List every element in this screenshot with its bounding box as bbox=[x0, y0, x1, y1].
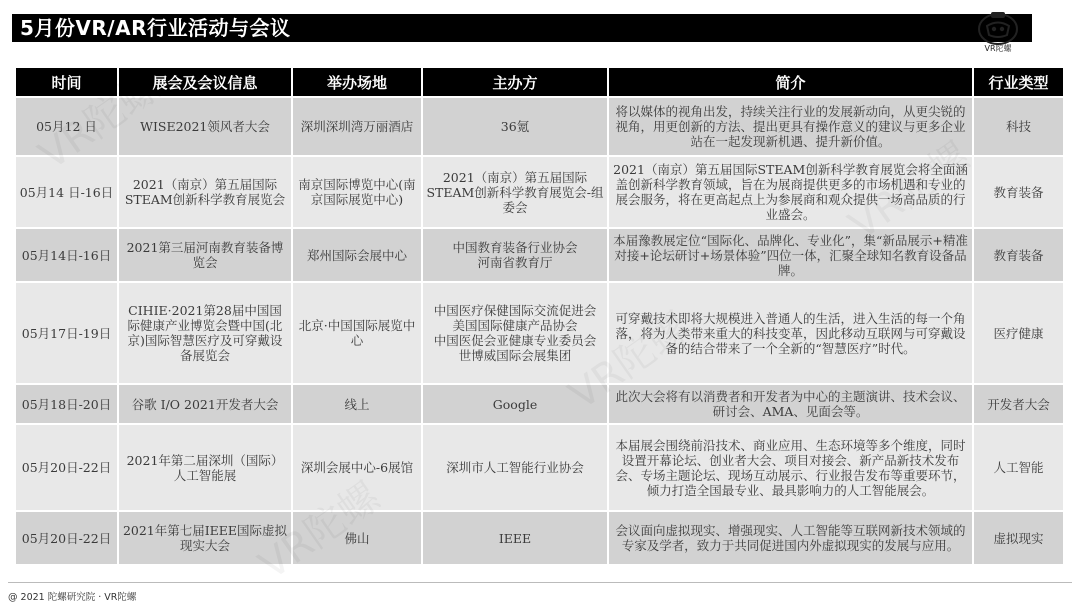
cell-venue: 深圳深圳湾万丽酒店 bbox=[293, 98, 421, 155]
cell-industry: 开发者大会 bbox=[974, 385, 1063, 423]
footer-divider bbox=[8, 582, 1072, 583]
header-industry: 行业类型 bbox=[974, 68, 1063, 96]
cell-event: 2021年第七届IEEE国际虚拟现实大会 bbox=[119, 512, 291, 564]
cell-summary: 此次大会将有以消费者和开发者为中心的主题演讲、技术会议、研讨会、AMA、见面会等。 bbox=[609, 385, 972, 423]
header-time: 时间 bbox=[16, 68, 117, 96]
gyroscope-logo-icon bbox=[976, 8, 1020, 46]
cell-organizer: 中国医疗保健国际交流促进会 美国国际健康产品协会 中国医促会亚健康专业委员会 世博威国际会展集团 bbox=[423, 283, 607, 383]
table-row bbox=[16, 283, 1063, 383]
table-header-row bbox=[16, 68, 1063, 96]
cell-summary: 本届豫教展定位“国际化、品牌化、专业化”，集“新品展示+精准对接+论坛研讨+场景体验”四位一体，汇聚全球知名教育设备品牌。 bbox=[609, 229, 972, 281]
cell-event: 2021年第二届深圳（国际）人工智能展 bbox=[119, 425, 291, 510]
cell-industry: 教育装备 bbox=[974, 229, 1063, 281]
table-row bbox=[16, 385, 1063, 423]
cell-venue: 佛山 bbox=[293, 512, 421, 564]
cell-organizer: IEEE bbox=[423, 512, 607, 564]
cell-event: 2021（南京）第五届国际STEAM创新科学教育展览会 bbox=[119, 157, 291, 227]
cell-organizer: 36氪 bbox=[423, 98, 607, 155]
cell-industry: 医疗健康 bbox=[974, 283, 1063, 383]
cell-summary: 本届展会围绕前沿技术、商业应用、生态环境等多个维度，同时设置开幕论坛、创业者大会、项目对接会、新产品新技术发布会、专场主题论坛、现场互动展示、行业报告发布等重要环节，倾力打造全国最专业、最具影响力的人工智能展会。 bbox=[609, 425, 972, 510]
cell-time: 05月14日-16日 bbox=[16, 229, 117, 281]
table-row bbox=[16, 512, 1063, 564]
table-row bbox=[16, 157, 1063, 227]
header-summary: 简介 bbox=[609, 68, 972, 96]
cell-event: 谷歌 I/O 2021开发者大会 bbox=[119, 385, 291, 423]
cell-event: CIHIE·2021第28届中国国际健康产业博览会暨中国(北京)国际智慧医疗及可穿戴设备展览会 bbox=[119, 283, 291, 383]
cell-summary: 会议面向虚拟现实、增强现实、人工智能等互联网新技术领域的专家及学者，致力于共同促进国内外虚拟现实的发展与应用。 bbox=[609, 512, 972, 564]
cell-time: 05月12 日 bbox=[16, 98, 117, 155]
cell-industry: 教育装备 bbox=[974, 157, 1063, 227]
cell-organizer: 深圳市人工智能行业协会 bbox=[423, 425, 607, 510]
cell-time: 05月20日-22日 bbox=[16, 512, 117, 564]
cell-industry: 虚拟现实 bbox=[974, 512, 1063, 564]
cell-event: 2021第三届河南教育装备博览会 bbox=[119, 229, 291, 281]
header-event-info: 展会及会议信息 bbox=[119, 68, 291, 96]
cell-industry: 科技 bbox=[974, 98, 1063, 155]
cell-summary: 可穿戴技术即将大规模进入普通人的生活，进入生活的每一个角落，将为人类带来重大的科技变革，因此移动互联网与可穿戴设备的结合带来了一个全新的“智慧医疗”时代。 bbox=[609, 283, 972, 383]
footer-copyright: @ 2021 陀螺研究院 · VR陀螺 bbox=[8, 592, 137, 603]
cell-time: 05月17日-19日 bbox=[16, 283, 117, 383]
cell-venue: 郑州国际会展中心 bbox=[293, 229, 421, 281]
cell-venue: 北京·中国国际展览中心 bbox=[293, 283, 421, 383]
table-row bbox=[16, 98, 1063, 155]
cell-industry: 人工智能 bbox=[974, 425, 1063, 510]
table-row bbox=[16, 229, 1063, 281]
page-title: 5月份VR/AR行业活动与会议 bbox=[12, 14, 1032, 42]
cell-time: 05月14 日-16日 bbox=[16, 157, 117, 227]
header-venue: 举办场地 bbox=[293, 68, 421, 96]
cell-venue: 线上 bbox=[293, 385, 421, 423]
cell-organizer: 中国教育装备行业协会 河南省教育厅 bbox=[423, 229, 607, 281]
cell-summary: 将以媒体的视角出发，持续关注行业的发展新动向，从更尖锐的视角，用更创新的方法、提出更具有操作意义的建议与更多企业站在一起发现新机遇、提升新价值。 bbox=[609, 98, 972, 155]
brand-logo bbox=[966, 8, 1030, 60]
events-table bbox=[14, 66, 1065, 566]
table-row bbox=[16, 425, 1063, 510]
logo-text: VR陀螺 bbox=[984, 44, 1012, 53]
cell-time: 05月18日-20日 bbox=[16, 385, 117, 423]
cell-venue: 南京国际博览中心(南京国际展览中心) bbox=[293, 157, 421, 227]
cell-organizer: Google bbox=[423, 385, 607, 423]
header-organizer: 主办方 bbox=[423, 68, 607, 96]
cell-summary: 2021（南京）第五届国际STEAM创新科学教育展览会将全面涵盖创新科学教育领域，旨在为展商提供更多的市场机遇和专业的展会服务，将在更高起点上为参展商和观众提供一场高品质的行业盛会。 bbox=[609, 157, 972, 227]
cell-time: 05月20日-22日 bbox=[16, 425, 117, 510]
cell-organizer: 2021（南京）第五届国际STEAM创新科学教育展览会-组委会 bbox=[423, 157, 607, 227]
cell-venue: 深圳会展中心-6展馆 bbox=[293, 425, 421, 510]
cell-event: WISE2021领风者大会 bbox=[119, 98, 291, 155]
events-table-container bbox=[14, 66, 1063, 566]
